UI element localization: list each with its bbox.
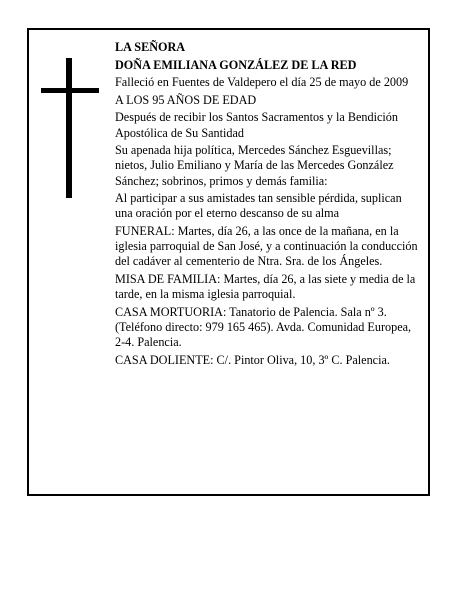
funeral-paragraph: FUNERAL: Martes, día 26, a las once de la mañana, en la iglesia parroquial de San José, y a continuación la conducción del cadáver al cementerio de Ntra. Sra. de los Ángeles.: [115, 223, 418, 269]
prayer-request-paragraph: Al participar a sus amistades tan sensible pérdida, suplican una oración por el eterno descanso de su alma: [115, 191, 402, 221]
death-date-paragraph: Falleció en Fuentes de Valdepero el día 25 de mayo de 2009: [115, 75, 409, 90]
cross-icon: [41, 58, 99, 198]
age-paragraph: A LOS 95 AÑOS DE EDAD: [115, 92, 257, 107]
heading-title: LA SEÑORA: [115, 40, 186, 54]
family-paragraph: Su apenada hija política, Mercedes Sánchez Esguevillas; nietos, Julio Emiliano y María de las Mercedes González Sánchez; sobrinos, primos y demás familia:: [115, 143, 394, 188]
family-home-paragraph: CASA DOLIENTE: C/. Pintor Oliva, 10, 3º C. Palencia.: [115, 352, 390, 367]
funeral-home-paragraph: CASA MORTUORIA: Tanatorio de Palencia. Sala nº 3. (Teléfono directo: 979 165 465). Avda. Comunidad Europea, 2-4. Palencia.: [115, 304, 412, 350]
obituary-text: [115, 40, 420, 370]
deceased-name: DOÑA EMILIANA GONZÁLEZ DE LA RED: [115, 57, 357, 72]
family-mass-paragraph: MISA DE FAMILIA: Martes, día 26, a las siete y media de la tarde, en la misma iglesia parroquial.: [115, 271, 416, 302]
sacraments-paragraph: Después de recibir los Santos Sacramentos y la Bendición Apostólica de Su Santidad: [115, 110, 398, 140]
obituary-notice: [27, 28, 430, 496]
